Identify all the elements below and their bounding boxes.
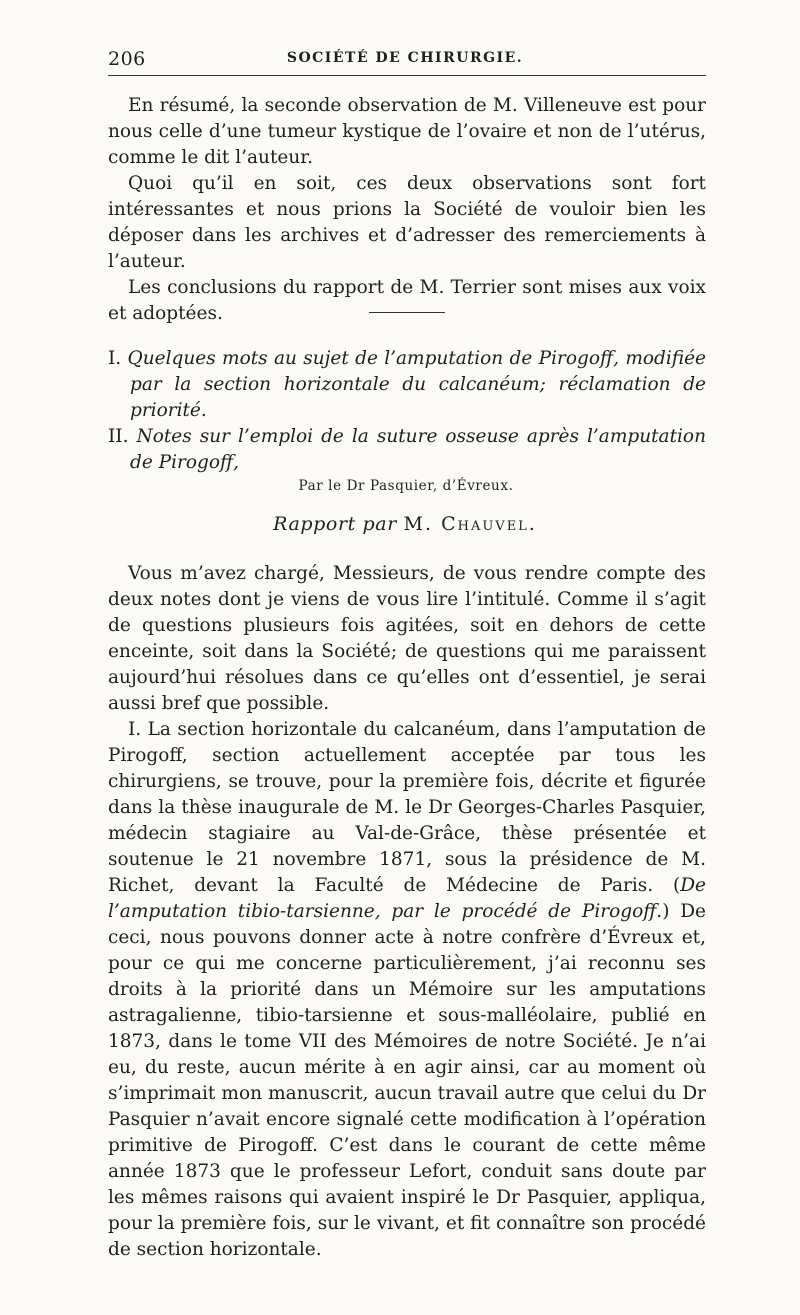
header-rule [108, 75, 706, 76]
body-paragraph-2-part-b: ) De ceci, nous pouvons donner acte à notre confrère d’Évreux et, pour ce qui me concerne particulièrement, j’ai reconnu ses droits à la priorité dans un Mémoire sur les amputations astragalienne, tibio-tarsienne et sous-malléolaire, publié en 1873, dans le tome VII des Mémoires de notre Société. Je n’ai eu, du reste, aucun mérite à en agir ainsi, car au moment où s’imprimait mon manuscrit, aucun travail autre que celui du Dr Pasquier n’avait encore signalé cette modification à l’opération primitive de Pirogoff. C’est dans le courant de cette même année 1873 que le professeur Lefort, conduit sans doute par les mêmes raisons qui avaient inspiré le Dr Pasquier, appliqua, pour la première fois, sur le vivant, et fit connaître son procédé de section horizontale. [108, 901, 706, 1260]
intro-block [108, 93, 706, 327]
intro-paragraph-3: Les conclusions du rapport de M. Terrier sont mises aux voix et adoptées. [108, 277, 706, 324]
title-item-1 [108, 346, 706, 424]
intro-paragraph-2: Quoi qu’il en soit, ces deux observations sont fort intéressantes et nous prions la Société de vouloir bien les déposer dans les archives et d’adresser des remerciements à l’auteur. [108, 173, 706, 272]
body-paragraph-2 [108, 717, 706, 1263]
intro-paragraph-1: En résumé, la seconde observation de M. Villeneuve est pour nous celle d’une tumeur kystique de l’ovaire et non de l’utérus, comme le dit l’auteur. [108, 95, 706, 168]
title-item-1-number: I. [108, 348, 122, 369]
thesis-title-citation: De l’amputation tibio-tarsienne, par le procédé de Pirogoff. [108, 875, 706, 922]
body-paragraph-1: Vous m’avez chargé, Messieurs, de vous rendre compte des deux notes dont je viens de vous lire l’intitulé. Comme il s’agit de questions plusieurs fois agitées, soit en dehors de cette enceinte, soit dans la Société; de questions qui me paraissent aujourd’hui résolues dans ce qu’elles ont d’essentiel, je serai aussi bref que possible. [108, 563, 706, 714]
rapport-author: M. Chauvel. [403, 513, 537, 535]
running-head: SOCIÉTÉ DE CHIRURGIE. [286, 50, 524, 66]
page-number: 206 [108, 48, 146, 70]
title-item-2-number: II. [108, 426, 129, 447]
titles-block [108, 346, 706, 476]
body-block [108, 561, 706, 1263]
title-item-2-text: Notes sur l’emploi de la suture osseuse après l’amputation de Pirogoff, [130, 426, 706, 473]
rapport-heading [0, 513, 800, 535]
rapport-label: Rapport par [273, 513, 397, 535]
section-divider [369, 312, 445, 313]
title-item-2 [108, 424, 706, 476]
body-paragraph-2-part-a: I. La section horizontale du calcanéum, dans l’amputation de Pirogoff, section actuellement acceptée par tous les chirurgiens, se trouve, pour la première fois, décrite et figurée dans la thèse inaugurale de M. le Dr Georges-Charles Pasquier, médecin stagiaire au Val-de-Grâce, thèse présentée et soutenue le 21 novembre 1871, sous la présidence de M. Richet, devant la Faculté de Médecine de Paris. ( [108, 719, 706, 896]
title-item-1-text: Quelques mots au sujet de l’amputation de Pirogoff, modifiée par la section horizontale du calcanéum; réclamation de priorité. [127, 348, 706, 421]
byline: Par le Dr Pasquier, d’Évreux. [298, 478, 514, 494]
